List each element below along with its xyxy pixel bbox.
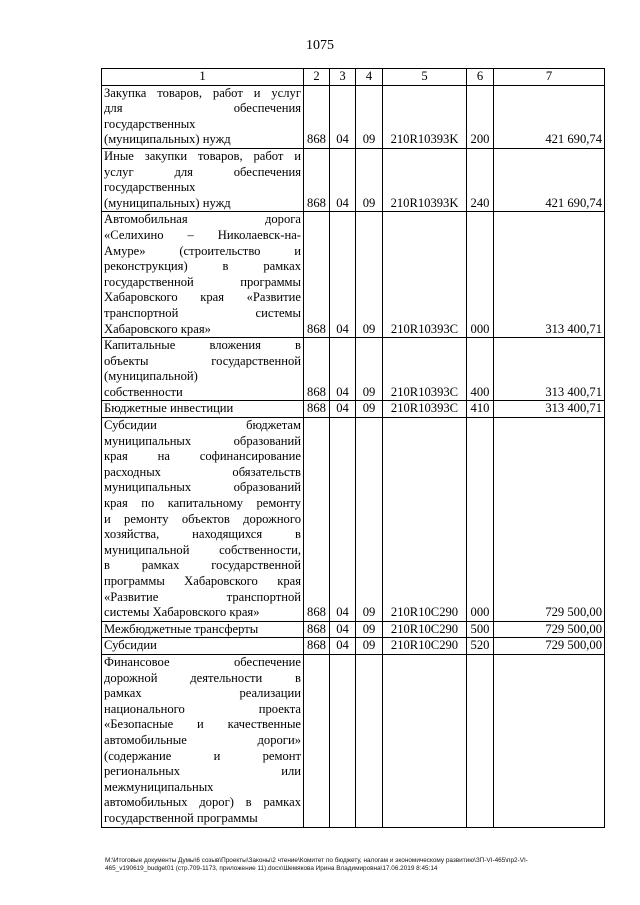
description-line: «Развитие транспортной xyxy=(104,589,301,604)
description-line: Капитальные вложения в xyxy=(104,338,301,353)
kvsr-cell: 868 xyxy=(304,638,330,655)
subsection-cell: 09 xyxy=(356,85,383,148)
description-line: государственной программы xyxy=(104,810,258,825)
expense-type-cell: 000 xyxy=(467,418,494,622)
header-col-6: 6 xyxy=(467,69,494,86)
description-line: Межбюджетные трансферты xyxy=(104,621,259,636)
description-line: (содержание и ремонт xyxy=(104,748,301,763)
subsection-cell: 09 xyxy=(356,148,383,211)
description-line: региональных или xyxy=(104,764,301,779)
description-line: края по капитальному ремонту xyxy=(104,496,301,511)
header-col-3: 3 xyxy=(330,69,356,86)
description-line: автомобильных дорог) в рамках xyxy=(104,795,301,810)
description-line: рамках реализации xyxy=(104,686,301,701)
section-cell: 04 xyxy=(330,401,356,418)
description-line: (муниципальных) нужд xyxy=(104,195,231,210)
description-cell xyxy=(102,338,304,401)
table-row xyxy=(102,638,605,655)
description-line: в рамках государственной xyxy=(104,558,301,573)
target-article-cell: 210R10393C xyxy=(383,338,467,401)
table-row xyxy=(102,654,605,827)
table-header-row xyxy=(102,69,605,86)
amount-cell: 313 400,71 xyxy=(494,338,605,401)
description-line: Бюджетные инвестиции xyxy=(104,401,234,416)
description-line: «Безопасные и качественные xyxy=(104,717,301,732)
description-line: расходных обязательств xyxy=(104,464,301,479)
description-line: дорожной деятельности в xyxy=(104,670,301,685)
description-line: (муниципальной) xyxy=(104,369,198,384)
target-article-cell: 210R10393C xyxy=(383,212,467,338)
description-line: Хабаровского края» xyxy=(104,321,211,336)
expense-type-cell: 400 xyxy=(467,338,494,401)
expense-type-cell: 520 xyxy=(467,638,494,655)
table-row xyxy=(102,621,605,638)
section-cell: 04 xyxy=(330,148,356,211)
header-col-5: 5 xyxy=(383,69,467,86)
target-article-cell: 210R10393C xyxy=(383,401,467,418)
description-line: Субсидии бюджетам xyxy=(104,418,301,433)
expense-type-cell: 500 xyxy=(467,621,494,638)
header-col-4: 4 xyxy=(356,69,383,86)
description-cell xyxy=(102,418,304,622)
description-cell xyxy=(102,654,304,827)
description-line: программы Хабаровского края xyxy=(104,574,301,588)
description-cell xyxy=(102,85,304,148)
target-article-cell: 210R10C290 xyxy=(383,621,467,638)
description-line: муниципальных образований xyxy=(104,480,301,495)
footer-line: M:\Итоговые документы Думы\6 созыв\Проекты\Законы\2 чтение\Комитет по бюджету, налогам и экономическому развитию\ЗП-VI-465\пр2-VI- xyxy=(105,857,528,864)
section-cell xyxy=(330,654,356,827)
description-line: реконструкция) в рамках xyxy=(104,259,301,274)
table-row xyxy=(102,85,605,148)
table-row xyxy=(102,148,605,211)
kvsr-cell: 868 xyxy=(304,338,330,401)
expense-type-cell: 240 xyxy=(467,148,494,211)
kvsr-cell xyxy=(304,654,330,827)
page-number: 1075 xyxy=(306,38,334,53)
description-line: муниципальных образований xyxy=(104,433,301,448)
kvsr-cell: 868 xyxy=(304,418,330,622)
description-line: собственности xyxy=(104,384,183,399)
subsection-cell: 09 xyxy=(356,418,383,622)
table-row xyxy=(102,401,605,418)
description-line: государственной программы xyxy=(104,274,301,289)
subsection-cell: 09 xyxy=(356,401,383,418)
description-line: транспортной системы xyxy=(104,305,301,320)
document-footer-path xyxy=(105,857,605,873)
target-article-cell xyxy=(383,654,467,827)
description-line: межмуниципальных xyxy=(104,779,214,794)
section-cell: 04 xyxy=(330,338,356,401)
expense-type-cell: 410 xyxy=(467,401,494,418)
description-line: национального проекта xyxy=(104,701,301,716)
amount-cell: 421 690,74 xyxy=(494,85,605,148)
description-line: (муниципальных) нужд xyxy=(104,132,231,147)
amount-cell: 729 500,00 xyxy=(494,638,605,655)
kvsr-cell: 868 xyxy=(304,621,330,638)
kvsr-cell: 868 xyxy=(304,212,330,338)
description-line: Амуре» (строительство и xyxy=(104,243,301,258)
kvsr-cell: 868 xyxy=(304,85,330,148)
header-col-7: 7 xyxy=(494,69,605,86)
subsection-cell: 09 xyxy=(356,638,383,655)
budget-table xyxy=(101,68,605,828)
section-cell: 04 xyxy=(330,85,356,148)
expense-type-cell xyxy=(467,654,494,827)
table-row xyxy=(102,212,605,338)
description-line: Хабаровского края «Развитие xyxy=(104,290,301,305)
amount-cell: 421 690,74 xyxy=(494,148,605,211)
description-line: Финансовое обеспечение xyxy=(104,654,301,669)
description-cell xyxy=(102,638,304,655)
table-row xyxy=(102,418,605,622)
description-line: муниципальной собственности, xyxy=(104,542,301,557)
target-article-cell: 210R10C290 xyxy=(383,418,467,622)
subsection-cell xyxy=(356,654,383,827)
kvsr-cell: 868 xyxy=(304,401,330,418)
description-cell xyxy=(102,621,304,638)
description-line: Иные закупки товаров, работ и xyxy=(104,148,301,163)
description-cell xyxy=(102,148,304,211)
target-article-cell: 210R10393K xyxy=(383,148,467,211)
subsection-cell: 09 xyxy=(356,338,383,401)
subsection-cell: 09 xyxy=(356,621,383,638)
amount-cell: 313 400,71 xyxy=(494,212,605,338)
amount-cell: 729 500,00 xyxy=(494,621,605,638)
description-line: государственных xyxy=(104,180,196,195)
description-line: системы Хабаровского края» xyxy=(104,605,260,620)
header-col-2: 2 xyxy=(304,69,330,86)
description-line: Субсидии xyxy=(104,638,157,653)
description-line: объекты государственной xyxy=(104,353,301,368)
section-cell: 04 xyxy=(330,621,356,638)
description-line: услуг для обеспечения xyxy=(104,164,301,179)
footer-line: 465_v190619_budget01 (стр.709-1173, приложение 11).docx\Шемякова Ирина Владимировна\17.06.2019 8:45:14 xyxy=(105,865,438,872)
description-line: Автомобильная дорога xyxy=(104,212,301,227)
description-line: и ремонту объектов дорожного xyxy=(104,511,301,526)
section-cell: 04 xyxy=(330,212,356,338)
table-row xyxy=(102,338,605,401)
header-col-1: 1 xyxy=(102,69,304,86)
description-line: государственных xyxy=(104,116,196,131)
amount-cell: 313 400,71 xyxy=(494,401,605,418)
description-line: хозяйства, находящихся в xyxy=(104,527,301,542)
amount-cell: 729 500,00 xyxy=(494,418,605,622)
description-line: «Селихино – Николаевск-на- xyxy=(104,227,301,242)
description-line: автомобильные дороги» xyxy=(104,732,301,747)
expense-type-cell: 200 xyxy=(467,85,494,148)
expense-type-cell: 000 xyxy=(467,212,494,338)
section-cell: 04 xyxy=(330,418,356,622)
description-cell xyxy=(102,212,304,338)
target-article-cell: 210R10393K xyxy=(383,85,467,148)
subsection-cell: 09 xyxy=(356,212,383,338)
section-cell: 04 xyxy=(330,638,356,655)
amount-cell xyxy=(494,654,605,827)
kvsr-cell: 868 xyxy=(304,148,330,211)
description-line: края на софинансирование xyxy=(104,449,301,464)
description-line: Закупка товаров, работ и услуг xyxy=(104,85,301,100)
description-line: для обеспечения xyxy=(104,101,301,116)
target-article-cell: 210R10C290 xyxy=(383,638,467,655)
description-cell xyxy=(102,401,304,418)
